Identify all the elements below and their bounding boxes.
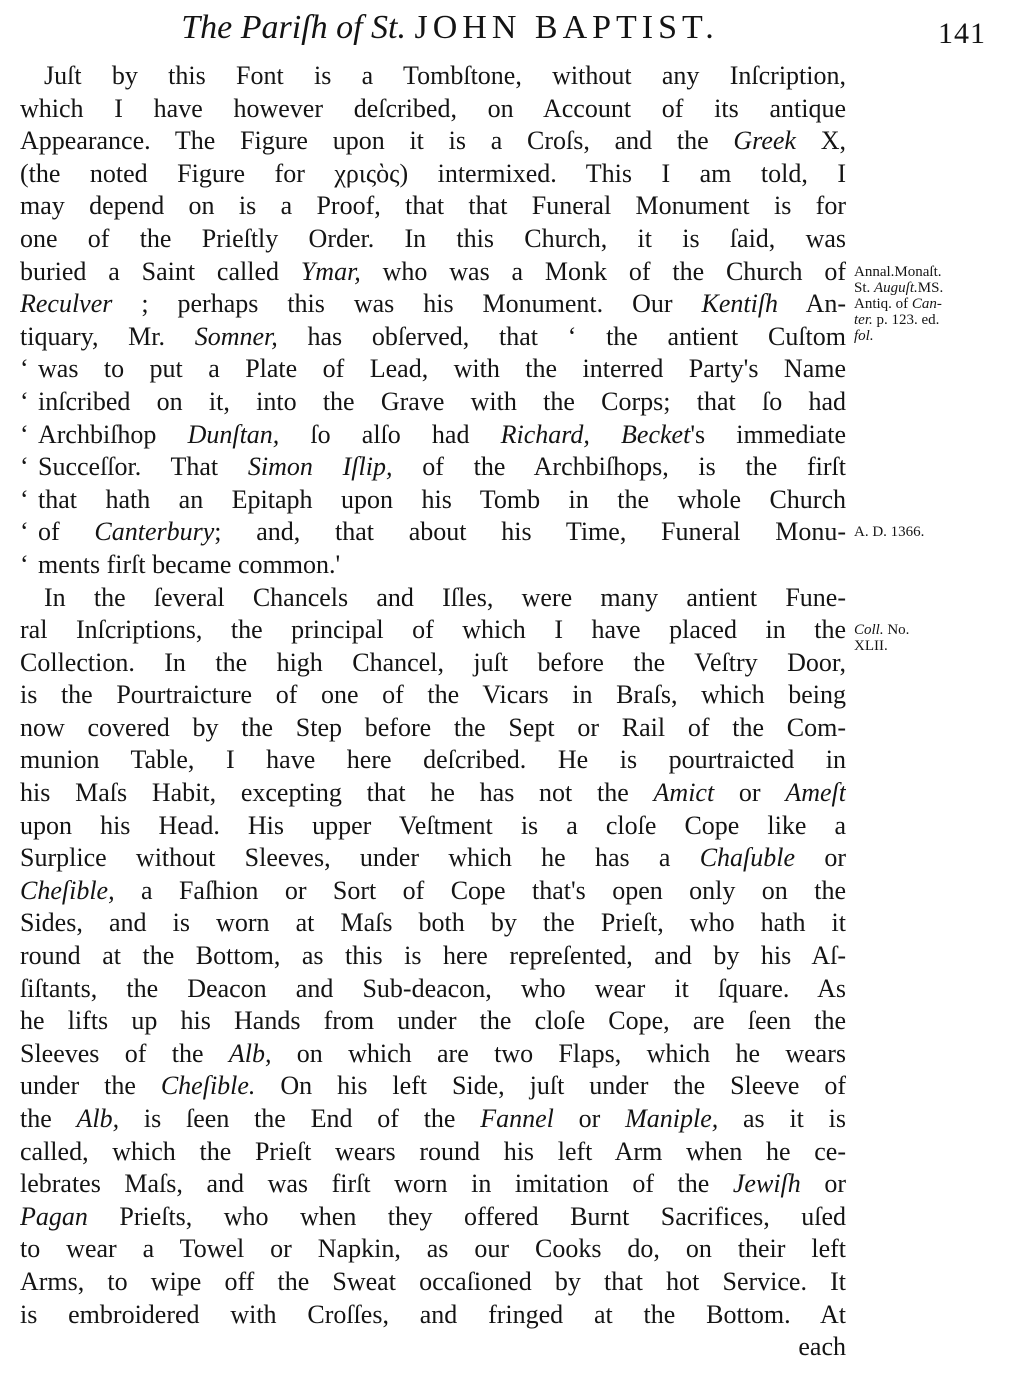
italic-text: ter. [854,311,873,328]
text-segment: On his left Side, juſt under the Sleeve of [255,1071,846,1101]
text-segment: Juſt by this Font is a Tombſtone, without any Inſcription, [44,61,846,90]
italic-text: Cheſible. [160,1071,256,1101]
margin-note-row [854,328,994,344]
text-line [20,353,846,386]
margin-note-row [854,638,994,654]
text-line [20,1168,846,1201]
text-segment: of the Archbiſhops, is the firſt [392,452,846,482]
text-line [20,223,846,256]
text-segment: upon his Head. His upper Veſtment is a cloſe Cope like a [20,810,846,840]
text-line [20,1005,846,1038]
text-segment: Antiq. of [854,295,912,312]
text-segment: An- [778,289,846,319]
text-line [20,60,846,93]
text-segment: Prieſts, who when they offered Burnt Sacrifices, uſed [87,1201,846,1231]
text-segment: In the ſeveral Chancels and Iſles, were many antient Fune- [44,582,846,612]
text-line [20,907,846,940]
italic-text: Ymar, [300,256,361,286]
italic-text: Canterbury [94,517,215,547]
text-segment: as it is [718,1104,846,1133]
text-segment: of [38,517,95,547]
margin-note [854,524,994,540]
text-segment: ſiſtants, the Deacon and Sub-deacon, who wear it ſquare. As [20,973,846,1003]
text-line [20,1038,846,1071]
italic-text: Pagan [20,1201,88,1231]
text-segment: MS. [917,279,944,296]
margin-note-row [854,280,994,296]
text-segment: ; perhaps this was his Monument. Our [112,289,702,319]
text-segment: Archbiſhop [38,419,188,449]
quote-mark: ‘ [20,517,29,547]
quote-mark: ‘ [20,452,29,482]
text-segment: has obſerved, that ‘ the antient Cuſtom [277,321,846,351]
italic-text: Kentiſh [701,289,779,319]
text-segment: tiquary, Mr. [20,321,195,351]
text-segment: lebrates Maſs, and was firſt worn in imitation of the [20,1169,733,1199]
italic-text: Alb, [76,1104,120,1133]
italic-text: Greek [733,126,796,156]
italic-text: Jewiſh [732,1169,801,1199]
text-line [20,679,846,712]
italic-text: Becket [621,419,691,449]
margin-note-row [854,264,994,280]
text-line [20,158,846,191]
text-segment: A. D. 1366. [854,524,925,541]
text-segment: to wear a Towel or Napkin, as our Cooks do, on their left [20,1234,846,1264]
text-line [20,1070,846,1103]
text-segment: Collection. In the high Chancel, juſt before the Veſtry Door, [20,647,846,677]
text-segment: No. [883,622,910,639]
text-line [20,386,846,419]
text-line [20,549,846,582]
text-line [20,647,846,680]
text-segment: ; and, that about his Time, Funeral Monu- [214,517,846,547]
text-line [20,1233,846,1266]
text-line [20,419,846,452]
text-segment: or [795,843,846,873]
text-segment: buried a Saint called [20,256,301,286]
italic-text: fol. [854,327,874,344]
italic-text: Alb, [228,1038,272,1068]
text-line [20,321,846,354]
italic-text: Auguſt. [874,279,918,296]
text-segment: may depend on is a Proof, that that Funeral Monument is for [20,191,846,221]
text-segment: is the Pourtraicture of one of the Vicars in Braſs, which being [20,680,846,710]
text-line [20,875,846,908]
text-line [20,1103,846,1136]
text-segment: was to put a Plate of Lead, with the interred Party's Name [38,354,846,384]
text-segment: which I have however deſcribed, on Account of its antique [20,93,846,123]
quote-mark: ‘ [20,386,29,416]
text-segment: X, [795,126,846,156]
quote-mark: ‘ [20,419,29,449]
text-segment: Surplice without Sleeves, under which he has a [20,843,700,873]
text-segment: that hath an Epitaph upon his Tomb in the whole Church [38,484,846,514]
text-segment: Annal.Monaſt. [854,263,942,280]
text-segment: a Faſhion or Sort of Cope that's open only on the [114,875,846,905]
text-line [20,516,846,549]
margin-note [854,622,994,654]
text-line [20,256,846,289]
page-number: 141 [938,17,986,50]
text-line [20,973,846,1006]
quote-mark: ‘ [20,549,29,579]
text-segment: Succeſſor. That [38,452,248,482]
text-segment: his Maſs Habit, excepting that he has not the [20,778,654,808]
italic-text: Chaſuble [699,843,796,873]
text-segment: p. 123. ed. [872,311,940,328]
text-segment: or [714,778,786,808]
text-segment: munion Table, I have here deſcribed. He is pourtraicted in [20,745,846,775]
text-line [20,582,846,615]
text-line [20,1299,846,1332]
running-head-caps: JOHN BAPTIST. [414,9,719,46]
text-segment: (the noted Figure for χριςὸς) intermixed. This I am told, I [20,158,846,188]
text-line [20,614,846,647]
text-segment: inſcribed on it, into the Grave with the Corps; that ſo had [38,386,846,416]
running-head-italic: The Pariſh of St. [181,9,406,46]
quote-mark: ‘ [20,484,29,514]
text-line [20,712,846,745]
italic-text: Dunſtan, [187,419,280,449]
text-segment: one of the Prieſtly Order. In this Church, it is ſaid, was [20,223,846,253]
text-segment: the [20,1104,77,1133]
text-line [20,93,846,126]
italic-text: Maniple, [625,1104,719,1133]
margin-note-row [854,524,994,540]
margin-note-row [854,296,994,312]
text-segment: ſo alſo had [279,419,501,449]
text-line [20,1136,846,1169]
quote-mark: ‘ [20,354,29,384]
italic-text: Coll. [854,622,884,639]
italic-text: Reculver [20,289,113,319]
text-line [20,842,846,875]
running-head [100,8,800,48]
text-segment: each [798,1332,846,1362]
text-segment: or [553,1104,626,1133]
text-line [20,810,846,843]
text-segment: he lifts up his Hands from under the cloſe Cope, are ſeen the [20,1006,846,1036]
text-segment: Sleeves of the [20,1038,229,1068]
italic-text: Simon Iſlip, [247,452,393,482]
text-segment: St. [854,279,875,296]
italic-text: Fannel [480,1104,554,1133]
text-segment: who was a Monk of the Church of [360,256,846,286]
italic-text: Ameſt [785,778,846,808]
text-segment: is embroidered with Croſſes, and fringed at the Bottom. At [20,1299,846,1329]
italic-text: Can- [911,295,942,312]
italic-text: Amict [653,778,715,808]
text-segment: ments firſt became common.' [38,549,341,579]
text-segment: Arms, to wipe off the Sweat occaſioned by that hot Service. It [20,1266,846,1296]
margin-note [854,264,994,344]
text-line [20,484,846,517]
text-segment: is ſeen the End of the [119,1104,481,1133]
text-line [20,777,846,810]
text-segment: 's immediate [690,419,846,449]
text-line [20,744,846,777]
text-segment: or [800,1169,846,1199]
text-line [20,940,846,973]
text-segment: ral Inſcriptions, the principal of which I have placed in the [20,615,846,645]
text-segment: Sides, and is worn at Maſs both by the Prieſt, who hath it [20,908,846,938]
text-segment: round at the Bottom, as this is here repreſented, and by his Aſ- [20,941,846,971]
body-text [20,60,846,1364]
text-line [20,1201,846,1234]
margin-note-row [854,312,994,328]
italic-text: Cheſible, [20,875,115,905]
text-segment: under the [20,1071,161,1101]
margin-note-row [854,622,994,638]
text-segment [590,420,621,449]
text-segment: XLII. [854,638,888,655]
text-line [20,451,846,484]
text-line [20,190,846,223]
italic-text: Richard, [500,419,590,449]
text-line [20,288,846,321]
text-segment: on which are two Flaps, which he wears [271,1038,846,1068]
italic-text: Somner, [194,321,278,351]
text-segment: Appearance. The Figure upon it is a Croſs, and the [20,126,734,156]
catchword [20,1331,846,1364]
text-line [20,125,846,158]
text-segment: now covered by the Step before the Sept or Rail of the Com- [20,712,846,742]
text-line [20,1266,846,1299]
text-segment: called, which the Prieſt wears round his left Arm when he ce- [20,1136,846,1166]
